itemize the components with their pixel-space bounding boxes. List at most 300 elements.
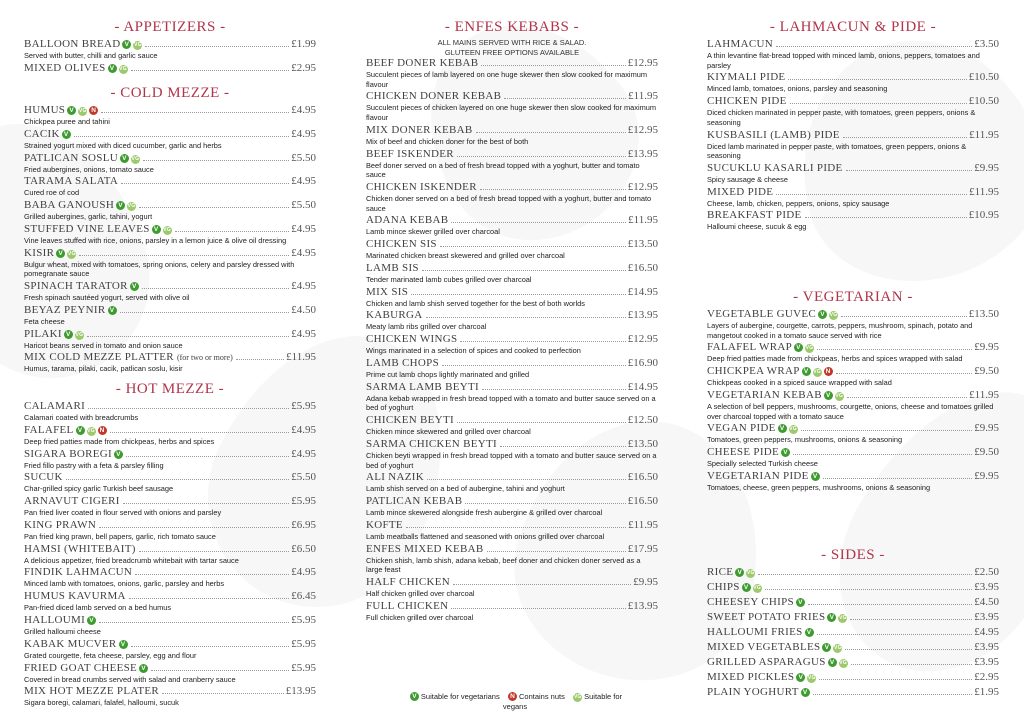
item-name [366,238,437,251]
item-name-text: KISIR [24,246,55,259]
item-description: Pan fried liver coated in flour served with onions and parsley [24,508,222,518]
vegetarian-icon: V [796,673,805,682]
vegetarian-icon: V [64,330,73,339]
item-name-text: CHICKEN SIS [366,238,437,251]
vegetarian-icon: V [108,64,117,73]
menu-item [24,128,316,151]
item-price: £11.95 [969,388,999,401]
item-price: £10.95 [968,209,999,222]
item-name [366,576,450,589]
item-price: £4.50 [974,596,999,608]
vegetarian-icon: V [130,282,139,291]
menu-item [24,424,316,447]
menu-item [24,199,316,222]
dot-leader [121,183,289,184]
menu-item [366,519,658,542]
item-name [24,351,233,364]
item-description: Bulgur wheat, mixed with tomatoes, spring onions, celery and parsley dressed with pomegranate sauce [24,259,295,279]
dot-leader [66,479,289,480]
item-price: £5.50 [291,151,316,164]
item-price: £16.50 [627,495,658,508]
dot-leader [846,170,973,171]
item-name-text: BREAKFAST PIDE [707,209,802,222]
dot-leader [482,389,626,390]
menu-item [366,214,658,237]
item-description: Served with butter, chilli and garlic sauce [24,51,158,60]
vegan-icon: VG [131,155,140,162]
menu-section [707,288,999,494]
menu-item [24,62,316,75]
item-price: £4.95 [291,566,316,579]
vegetarian-icon: V [801,688,810,697]
item-name-text: MIXED VEGETABLES [707,641,821,653]
item-name-text: VEGETARIAN PIDE [707,469,809,482]
item-price: £5.95 [291,661,316,674]
item-description: Diced chicken marinated in pepper paste, with tomatoes, green peppers, onions & seasoning [707,108,976,127]
item-name [366,600,448,613]
item-price: £17.95 [627,542,658,555]
item-description: Chicken beyti wrapped in fresh bread topped with a tomato and butter sauce served on a bed of yoghurt [366,450,657,470]
item-price: £2.95 [291,61,316,74]
item-price: £3.95 [974,611,999,623]
item-name-text: HUMUS [24,104,66,116]
item-name [24,424,107,437]
nuts-icon: N [508,692,517,701]
dot-leader [817,634,973,635]
menu-item [24,471,316,494]
item-name-text: ENFES MIXED KEBAB [366,542,484,555]
menu-item [366,181,658,213]
vegetarian-icon: V [67,106,76,115]
item-price: £9.95 [974,341,999,354]
item-name-text: HALLOUMI [24,614,86,627]
item-price: £5.95 [291,495,316,508]
vegetarian-icon: V [796,598,805,607]
vegetarian-icon: V [781,448,790,457]
menu-section [707,546,999,701]
dot-leader [801,430,973,431]
item-description: Wings marinated in a selection of spices and cooked to perfection [366,346,581,356]
dot-leader [101,112,289,113]
item-name [707,71,785,84]
item-price: £5.95 [291,614,316,627]
item-price: £5.95 [291,400,316,412]
item-name [707,671,816,684]
vegetarian-icon: V [119,640,128,649]
dot-leader [453,584,631,585]
item-description: A delicious appetizer, fried breadcrumb whitebait with tartar sauce [24,555,239,565]
item-name [707,446,790,459]
vegan-icon: VG [835,392,844,399]
item-name-text: FALAFEL WRAP [707,341,792,354]
menu-item [707,209,999,232]
item-name-text: CHEESE PIDE [707,446,780,459]
item-name-text: MIX SIS [366,285,409,298]
item-description: Meaty lamb ribs grilled over charcoal [366,322,487,332]
item-description: Sigara boregi, calamari, falafel, halloumi, sucuk [24,698,179,708]
item-description: Succulent pieces of lamb layered on one huge skewer then slow cooked for maximum flavour [366,70,647,89]
vegan-icon: VG [127,203,136,210]
item-name-text: RICE [707,566,734,578]
item-name [707,470,820,483]
item-name-text: SIGARA BOREGI [24,447,112,460]
item-name-text: MIXED PICKLES [707,671,795,683]
item-name [24,543,136,556]
menu-item [707,341,999,364]
menu-item [366,57,658,89]
item-price: £6.95 [291,518,316,531]
dot-leader [465,503,625,504]
item-price: £6.45 [291,590,316,603]
dot-leader [120,312,290,313]
dot-leader [74,136,290,137]
menu-item [366,576,658,599]
item-name [24,104,98,117]
item-description: Vine leaves stuffed with rice, onions, parsley in a lemon juice & olive oil dressing [24,235,287,245]
item-price: £11.95 [969,128,999,141]
item-description: Halloumi cheese, sucuk & egg [707,222,807,232]
item-description: Char-grilled spicy garlic Turkish beef sausage [24,484,174,494]
dot-leader [139,207,289,208]
item-description: Adana kebab wrapped in fresh bread topped with a tomato and butter sauce served on a bed of yoghurt [366,393,656,413]
menu-item [707,365,999,388]
item-name [366,181,477,194]
item-price: £4.95 [291,127,316,140]
vegan-icon: VG [163,226,172,233]
menu-item [366,286,658,309]
menu-item [707,129,999,161]
menu-item [24,223,316,246]
item-name [707,641,842,654]
item-name [24,590,126,603]
item-description: Layers of aubergine, courgette, carrots, peppers, mushroom, spinach, potato and mangetout cooked in a tomato sauce served with rice [707,321,973,340]
item-name-text: HALLOUMI FRIES [707,626,803,638]
item-name-text: SARMA LAMB BEYTI [366,380,479,393]
vegetarian-icon: V [828,658,837,667]
item-price: £9.50 [974,365,999,378]
dot-leader [805,217,967,218]
dot-leader [788,79,966,80]
item-name [24,566,132,579]
nuts-icon: N [99,426,105,434]
item-name [366,414,454,427]
vegan-icon: VG [78,108,87,114]
item-description: Mix of beef and chicken doner for the best of both [366,136,529,146]
item-price: £13.50 [627,437,658,450]
menu-item [707,671,999,684]
menu-item [24,304,316,327]
item-price: £11.95 [286,351,316,364]
item-name [707,596,805,609]
item-description: A thin levantine flat-bread topped with minced lamb, onions, peppers, tomatoes and parsley [707,51,980,70]
item-name-text: CHICKEN PIDE [707,95,787,108]
dot-leader [143,160,289,161]
item-description: Chickpea puree and tahini [24,117,110,126]
item-price: £3.95 [974,656,999,668]
dot-leader [793,454,972,455]
vegetarian-icon: V [114,450,123,459]
item-name-text: MIX HOT MEZZE PLATER [24,685,160,698]
item-price: £16.50 [627,471,658,484]
item-name [366,471,424,484]
item-name [707,566,755,579]
item-name-text: KOFTE [366,518,403,531]
menu-item [366,90,658,122]
item-name [24,400,85,413]
menu-item [24,152,316,175]
item-price: £11.95 [628,518,658,531]
dot-leader [123,503,289,504]
item-name [366,124,473,137]
item-description: Fried aubergines, onions, tomato sauce [24,164,154,174]
menu-item [366,438,658,470]
dot-leader [135,574,289,575]
vegetarian-icon: V [410,692,419,701]
item-price: £4.95 [291,423,316,436]
item-name-text: GRILLED ASPARAGUS [707,656,826,668]
item-price: £5.50 [291,471,316,484]
dot-leader [99,622,289,623]
item-price: £13.95 [627,147,658,160]
dot-leader [480,189,626,190]
item-name-text: SUCUK [24,471,63,484]
item-name [24,175,118,188]
item-description: Full chicken grilled over charcoal [366,612,474,622]
vegetarian-icon: V [778,424,787,433]
dietary-legend [400,692,630,711]
item-price: £6.50 [291,542,316,555]
item-description: Lamb mince skewer grilled over charcoal [366,227,500,237]
legend-nuts: Contains nuts [518,692,565,701]
vegetarian-icon: V [76,426,85,435]
dot-leader [487,551,626,552]
item-price: £1.95 [974,686,999,698]
vegetarian-icon: V [805,628,814,637]
menu-item [707,162,999,185]
dot-leader [406,527,626,528]
vegan-icon: VG [67,250,76,257]
item-name [24,328,84,341]
item-name [24,638,128,651]
vegan-icon: VG [119,65,127,72]
section-title: - COLD MEZZE - [110,85,230,101]
section-subtitle: GLUTEEN FREE OPTIONS AVAILABLE [444,47,580,57]
item-price: £9.50 [974,446,999,459]
item-name-text: BALLOON BREAD [24,38,121,50]
dot-leader [776,194,967,195]
menu-item [24,519,316,542]
item-price: £14.95 [627,380,658,393]
vegan-icon: VG [813,369,822,376]
item-price: £16.50 [627,261,658,274]
vegetarian-icon: V [56,249,65,258]
section-subtitle: ALL MAINS SERVED WITH RICE & SALAD. [437,38,587,47]
item-price: £11.95 [628,90,658,103]
item-name [24,662,148,675]
item-description: Lamb mince skewered alongside fresh aubergine & grilled over charcoal [366,508,603,518]
item-description: Tomatoes, green peppers, mushrooms, onions & seasoning [707,435,903,445]
item-description: Tomatoes, cheese, green peppers, mushrooms, onions & seasoning [707,482,931,492]
item-description: Grilled aubergines, garlic, tahini, yogurt [24,212,153,222]
item-price: £4.50 [291,303,316,316]
menu-section [366,18,658,624]
item-price: £13.95 [285,685,316,698]
item-name [707,209,802,222]
vegetarian-icon: V [120,154,129,163]
vegan-icon: VG [807,675,816,681]
item-name [24,280,139,293]
item-name [366,381,479,394]
item-price: £3.95 [974,641,999,653]
item-name [707,422,798,435]
item-name-text: ADANA KEBAB [366,214,449,227]
item-name-text: VEGETABLE GUVEC [707,308,817,320]
dot-leader [79,255,289,256]
vegetarian-icon: V [87,616,96,625]
menu-item [366,333,658,356]
item-name [24,128,71,141]
dot-leader [845,649,972,650]
item-description: Chicken mince skewered and grilled over charcoal [366,427,531,437]
item-description: Humus, tarama, pilaki, cacik, patlican soslu, kisir [24,364,183,374]
section-title: - LAHMACUN & PIDE - [769,19,937,35]
menu-item [707,611,999,624]
dot-leader [426,317,626,318]
item-name-text: MIX DONER KEBAB [366,123,473,136]
vegan-icon: VG [805,345,814,352]
dot-leader [142,288,289,289]
dot-leader [813,694,973,695]
dot-leader [776,46,972,47]
item-name-text: FRIED GOAT CHEESE [24,661,138,674]
item-price: £4.95 [974,626,999,638]
dot-leader [819,679,972,680]
item-price: £12.95 [627,123,658,136]
vegetarian-icon: V [811,472,820,481]
item-name-text: CHICKEN BEYTI [366,414,454,427]
menu-item [707,686,999,699]
vegetarian-icon: V [827,613,836,622]
item-name-text: LAMB SIS [366,261,419,274]
item-description: Chicken doner served on a bed of fresh bread topped with a yoghurt, butter and tomato sauce [366,193,652,213]
item-name [24,247,76,260]
dot-leader [145,46,289,47]
item-name-text: HAMSI (WHITEBAIT) [24,542,136,555]
item-name-text: KING PRAWN [24,518,97,531]
item-name [707,38,773,51]
item-price: £16.90 [627,356,658,369]
menu-item [366,262,658,285]
menu-item [366,148,658,180]
item-name-text: SARMA CHICKEN BEYTI [366,437,497,450]
dot-leader [476,132,626,133]
item-description: Fried fillo pastry with a feta & parsley filling [24,460,164,470]
item-name [366,519,403,532]
dot-leader [87,336,289,337]
item-price: £9.95 [974,469,999,482]
item-name-text: FINDIK LAHMACUN [24,566,133,579]
item-name-text: BEEF DONER KEBAB [366,57,479,69]
vegan-icon: VG [746,570,755,576]
item-name [707,308,838,321]
dot-leader [500,446,626,447]
vegan-icon: VG [574,694,582,700]
dot-leader [481,65,625,66]
menu-item [366,124,658,147]
item-description: Minced lamb with tomatoes, onions, garlic, parsley and herbs [24,579,225,589]
menu-item [707,186,999,209]
item-name [24,304,117,317]
menu-item [24,328,316,351]
vegetarian-icon: V [742,583,751,592]
item-price: £2.95 [974,671,999,683]
section-title: - SIDES - [821,547,885,563]
item-name [707,611,847,624]
item-description: Half chicken grilled over charcoal [366,589,475,598]
dot-leader [451,608,625,609]
item-name-text: CALAMARI [24,400,86,412]
section-title: - VEGETARIAN - [793,289,913,305]
item-description: Grilled halloumi cheese [24,627,101,637]
item-price: £5.50 [291,199,316,212]
item-name [707,656,848,669]
dot-leader [460,341,625,342]
item-name-text: MIXED PIDE [707,185,774,198]
vegan-icon: VG [134,42,142,48]
dot-leader [151,670,289,671]
item-name-text: PATLICAN KEBAB [366,495,463,508]
item-name [366,357,439,370]
menu-item [707,566,999,579]
item-name-text: FALAFEL [24,423,74,436]
menu-item [24,638,316,661]
item-name-text: LAHMACUN [707,38,773,50]
menu-item [24,614,316,637]
menu-item [366,495,658,518]
item-name [24,38,142,51]
item-description: Chicken shish, lamb shish, adana kebab, beef doner and chicken doner served as a large feast [366,555,641,575]
menu-item [24,685,316,708]
item-price: £12.95 [627,180,658,193]
item-price: £14.95 [627,285,658,298]
menu-item [366,238,658,261]
item-description: Calamari coated with breadcrumbs [24,413,139,422]
item-name-text: CHIPS [707,581,740,593]
item-price: £4.95 [291,222,316,235]
dot-leader [823,478,973,479]
vegan-icon: VG [829,312,838,318]
vegan-icon: VG [839,660,848,666]
item-price: £12.50 [627,414,658,427]
item-name [707,186,773,199]
item-name [366,148,454,161]
item-name [366,57,478,70]
dot-leader [129,598,289,599]
dot-leader [126,456,289,457]
item-description: Pan-fried diced lamb served on a bed humus [24,603,172,613]
vegetarian-icon: V [818,310,827,319]
item-description: Spicy sausage & cheese [707,174,788,184]
item-name [366,543,484,556]
item-name [24,519,96,532]
vegan-icon: VG [833,645,842,651]
dot-leader [99,527,289,528]
item-name [24,152,140,165]
item-name [707,581,762,594]
item-price: £12.95 [627,333,658,346]
item-name-text: PLAIN YOGHURT [707,686,799,698]
dot-leader [162,693,284,694]
